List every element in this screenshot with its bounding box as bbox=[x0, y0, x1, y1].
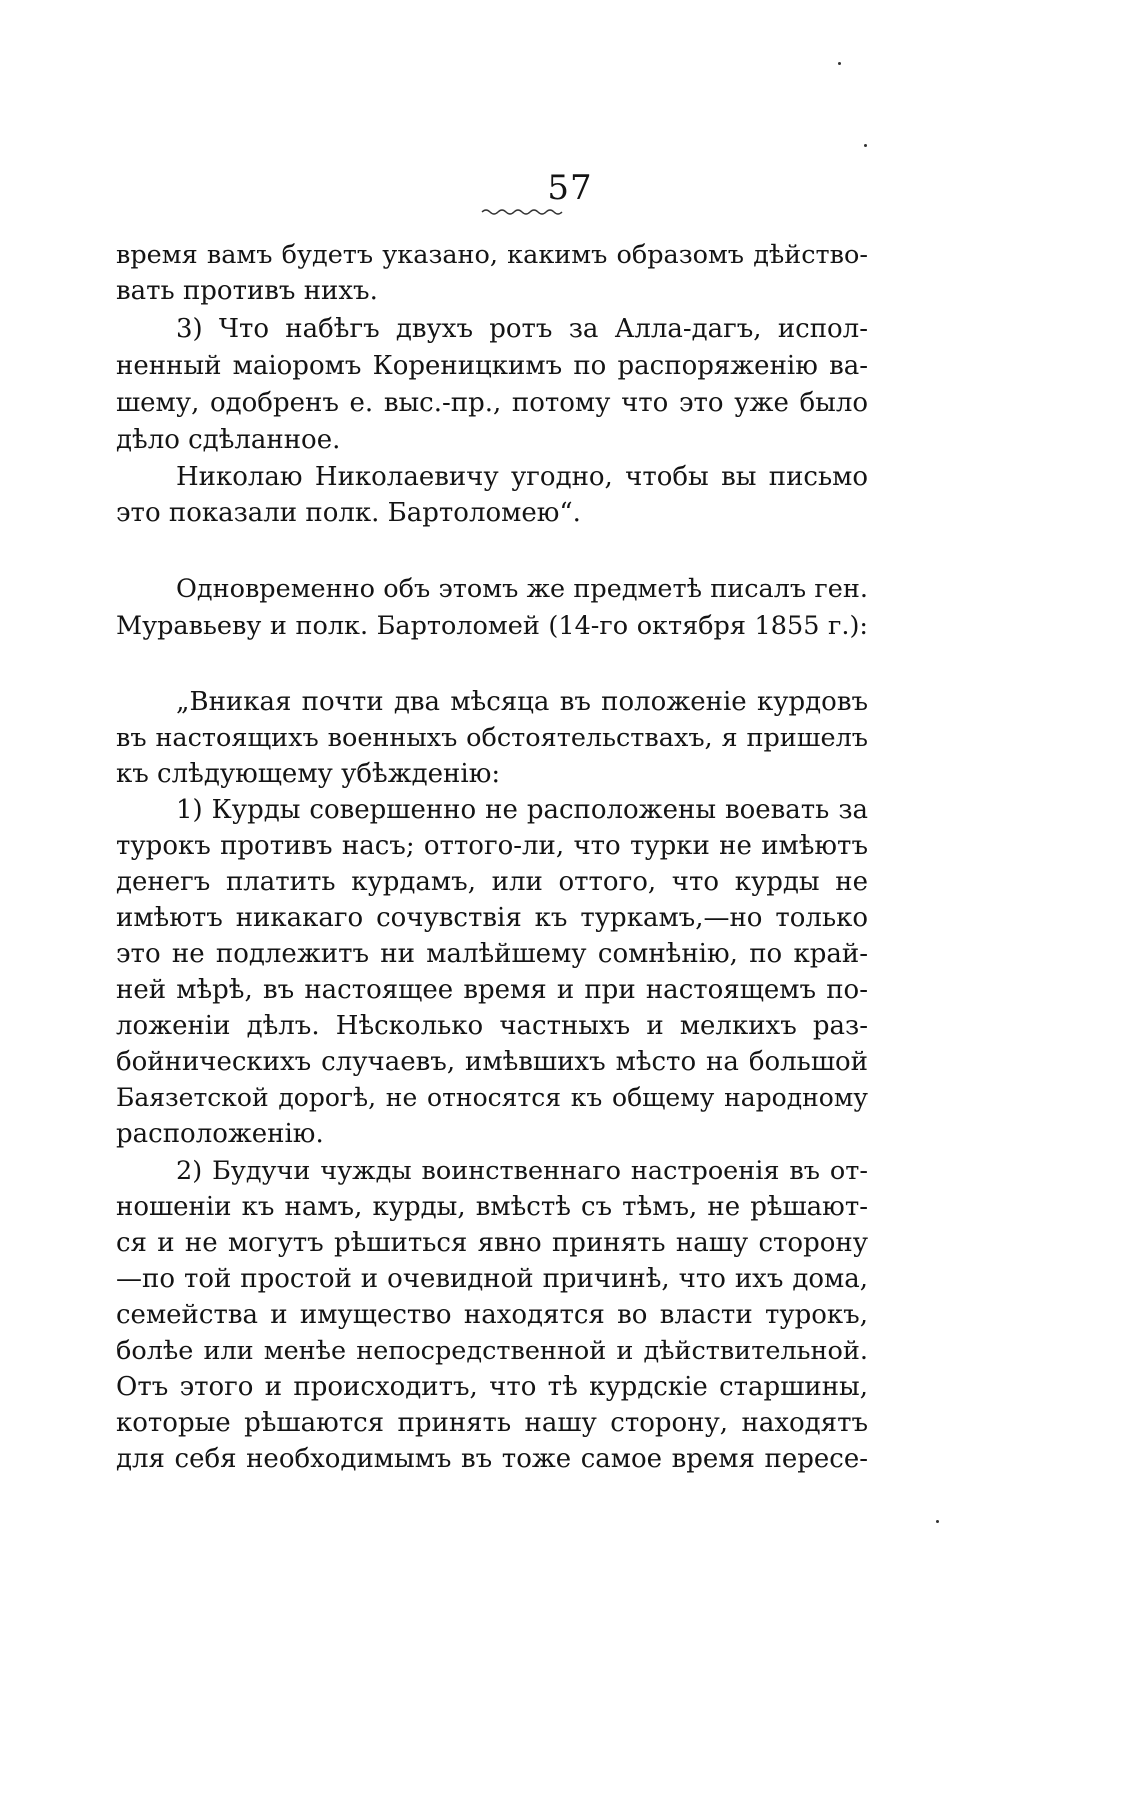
text-line: денегъ платить курдамъ, или оттого, что курды не bbox=[116, 867, 868, 897]
scan-speck bbox=[936, 1520, 939, 1523]
text-line: Баязетской дорогѣ, не относятся къ общему народному bbox=[116, 1083, 868, 1112]
scan-speck bbox=[864, 144, 867, 147]
text-line: „Вникая почти два мѣсяца въ положеніе курдовъ bbox=[176, 687, 868, 717]
text-line: къ слѣдующему убѣжденію: bbox=[116, 759, 501, 789]
text-line: ся и не могутъ рѣшиться явно принять нашу сторону bbox=[116, 1228, 868, 1258]
text-line: семейства и имущество находятся во власти турокъ, bbox=[116, 1300, 868, 1330]
text-line: для себя необходимымъ въ тоже самое время пересе- bbox=[116, 1444, 868, 1474]
text-line: 2) Будучи чужды воинственнаго настроенія въ от- bbox=[176, 1156, 868, 1186]
text-line: Одновременно объ этомъ же предметѣ писалъ ген. bbox=[176, 574, 868, 604]
text-line: это не подлежитъ ни малѣйшему сомнѣнію, по край- bbox=[116, 939, 868, 969]
text-line: ненный маіоромъ Корeницкимъ по распоряженію ва- bbox=[116, 351, 868, 381]
page-number: 57 bbox=[547, 168, 593, 208]
text-line: ношеніи къ намъ, курды, вмѣстѣ съ тѣмъ, не рѣшают- bbox=[116, 1192, 868, 1222]
text-line: дѣло сдѣланное. bbox=[116, 425, 341, 455]
text-line: время вамъ будетъ указано, какимъ образомъ дѣйство- bbox=[116, 240, 868, 270]
text-line: Отъ этого и происходитъ, что тѣ курдскіе старшины, bbox=[116, 1372, 868, 1402]
text-line: вать противъ нихъ. bbox=[116, 276, 378, 306]
text-line: турокъ противъ насъ; оттого-ли, что турки не имѣютъ bbox=[116, 831, 868, 861]
text-line: ней мѣрѣ, въ настоящее время и при настоящемъ по- bbox=[116, 975, 868, 1005]
text-line: бойническихъ случаевъ, имѣвшихъ мѣсто на большой bbox=[116, 1047, 868, 1077]
text-line: 1) Курды совершенно не расположены воевать за bbox=[176, 795, 868, 825]
text-line: въ настоящихъ военныхъ обстоятельствахъ, я пришелъ bbox=[116, 723, 868, 753]
text-line: Муравьеву и полк. Бартоломей (14-го октября 1855 г.): bbox=[116, 611, 868, 641]
text-line: —по той простой и очевидной причинѣ, что ихъ дома, bbox=[116, 1264, 868, 1294]
text-line: имѣютъ никакаго сочувствія къ туркамъ,—но только bbox=[116, 903, 868, 933]
text-line: это показали полк. Бартоломею“. bbox=[116, 498, 581, 528]
text-line: Николаю Николаевичу угодно, чтобы вы письмо bbox=[176, 462, 868, 492]
text-line: шему, одобренъ е. выс.-пр., потому что это уже было bbox=[116, 388, 868, 418]
text-line: болѣе или менѣе непосредственной и дѣйствительной. bbox=[116, 1336, 868, 1366]
text-line: расположенію. bbox=[116, 1119, 324, 1149]
scan-speck bbox=[838, 62, 841, 65]
text-line: 3) Что набѣгъ двухъ ротъ за Алла-дагъ, испол- bbox=[176, 314, 868, 344]
ornamental-rule bbox=[480, 206, 570, 216]
text-line: которые рѣшаются принять нашу сторону, находятъ bbox=[116, 1408, 868, 1438]
text-line: ложеніи дѣлъ. Нѣсколько частныхъ и мелкихъ раз- bbox=[116, 1011, 868, 1041]
